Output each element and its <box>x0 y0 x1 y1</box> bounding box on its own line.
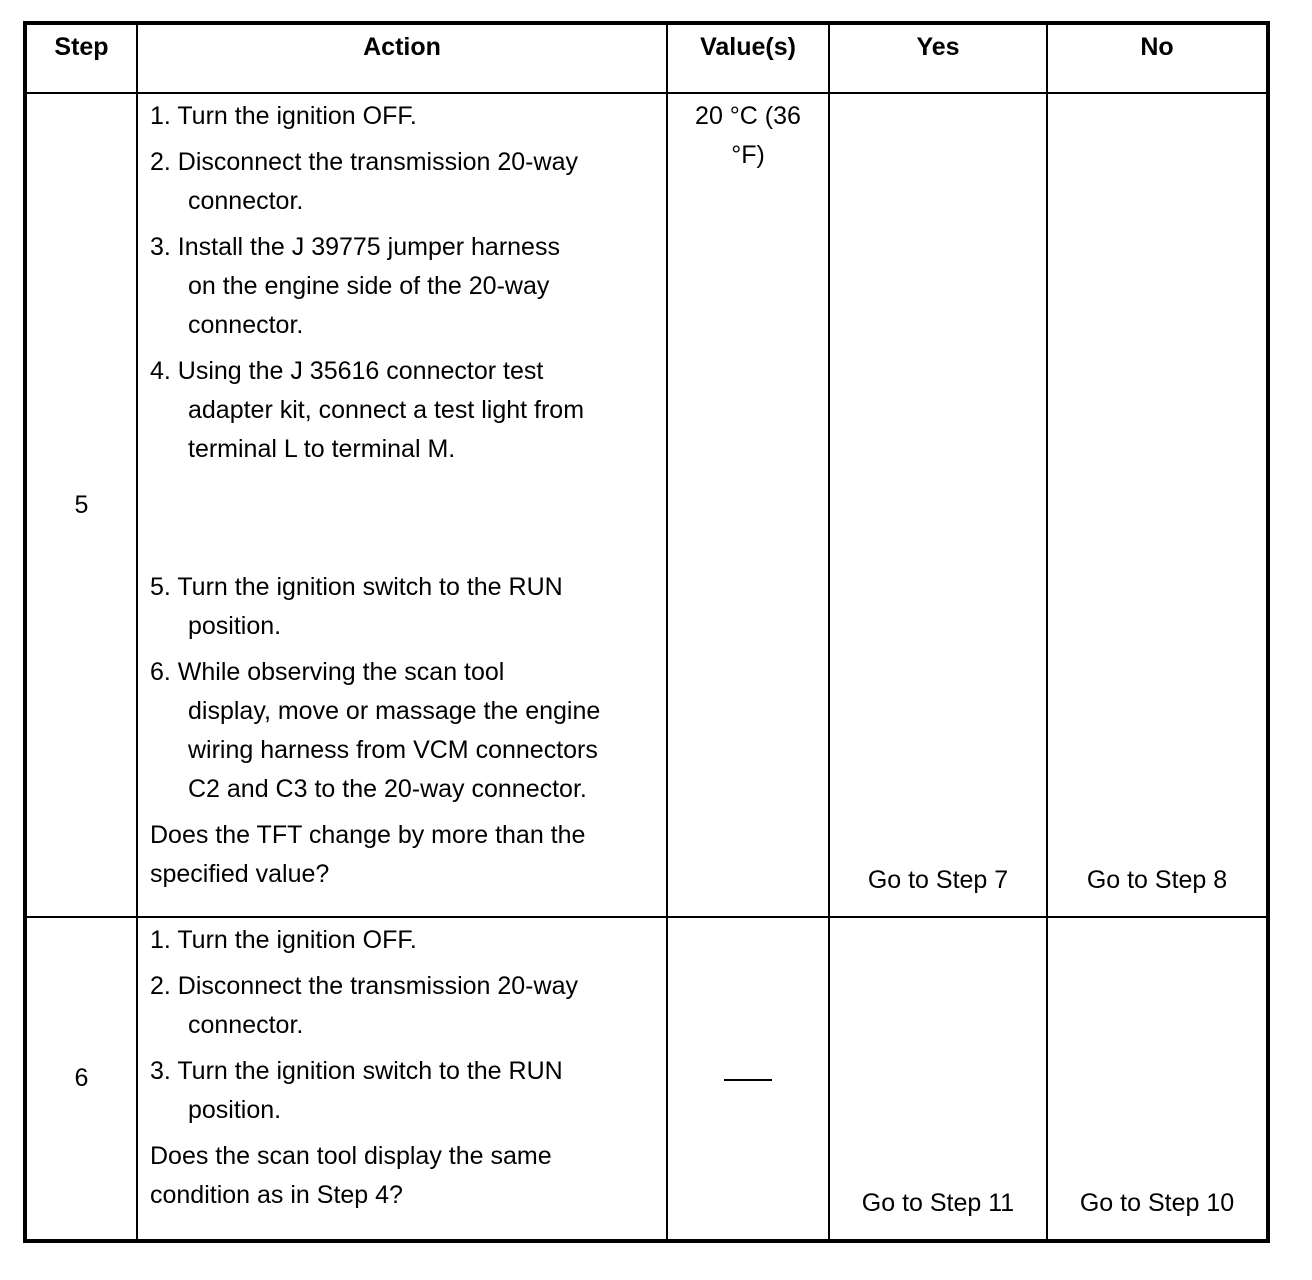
value-cell <box>667 93 829 917</box>
action-cell <box>137 917 667 1241</box>
header-yes: Yes <box>829 23 1047 93</box>
action-item: 3. Turn the ignition switch to the RUN position. <box>150 1057 563 1124</box>
action-cell <box>137 93 667 917</box>
action-item: 2. Disconnect the transmission 20-way connector. <box>150 972 578 1039</box>
action-item: 4. Using the J 35616 connector test adapter kit, connect a test light from terminal L to terminal M. <box>150 357 585 463</box>
action-item: 2. Disconnect the transmission 20-way connector. <box>150 148 578 215</box>
no-result: Go to Step 10 <box>1047 917 1268 1241</box>
diagnostic-table <box>23 21 1270 1243</box>
action-item: 5. Turn the ignition switch to the RUN position. <box>150 573 563 640</box>
table-row-step-6 <box>25 917 1268 1241</box>
value-text: 20 °C (36 <box>695 102 801 130</box>
header-row <box>25 23 1268 93</box>
empty-value-dash <box>724 1079 772 1081</box>
header-no: No <box>1047 23 1268 93</box>
yes-result: Go to Step 11 <box>829 917 1047 1241</box>
action-list <box>150 921 656 1130</box>
value-cell <box>667 917 829 1241</box>
table-row-step-5 <box>25 93 1268 917</box>
action-item: 1. Turn the ignition OFF. <box>150 102 417 130</box>
header-step: Step <box>25 23 137 93</box>
spacer <box>150 476 656 561</box>
step-number: 6 <box>25 917 137 1241</box>
step-number: 5 <box>25 93 137 917</box>
question: Does the scan tool display the same condition as in Step 4? <box>150 1142 552 1209</box>
header-values: Value(s) <box>667 23 829 93</box>
action-item: 6. While observing the scan tool display, move or massage the engine wiring harness from VCM connectors C2 and C3 to the 20-way connector. <box>150 658 601 803</box>
action-item: 3. Install the J 39775 jumper harness on the engine side of the 20-way connector. <box>150 233 560 339</box>
value-text: °F) <box>731 141 765 169</box>
action-item: 1. Turn the ignition OFF. <box>150 926 417 954</box>
no-result: Go to Step 8 <box>1047 93 1268 917</box>
yes-result: Go to Step 7 <box>829 93 1047 917</box>
header-action: Action <box>137 23 667 93</box>
action-list <box>150 97 656 809</box>
question: Does the TFT change by more than the specified value? <box>150 821 586 888</box>
